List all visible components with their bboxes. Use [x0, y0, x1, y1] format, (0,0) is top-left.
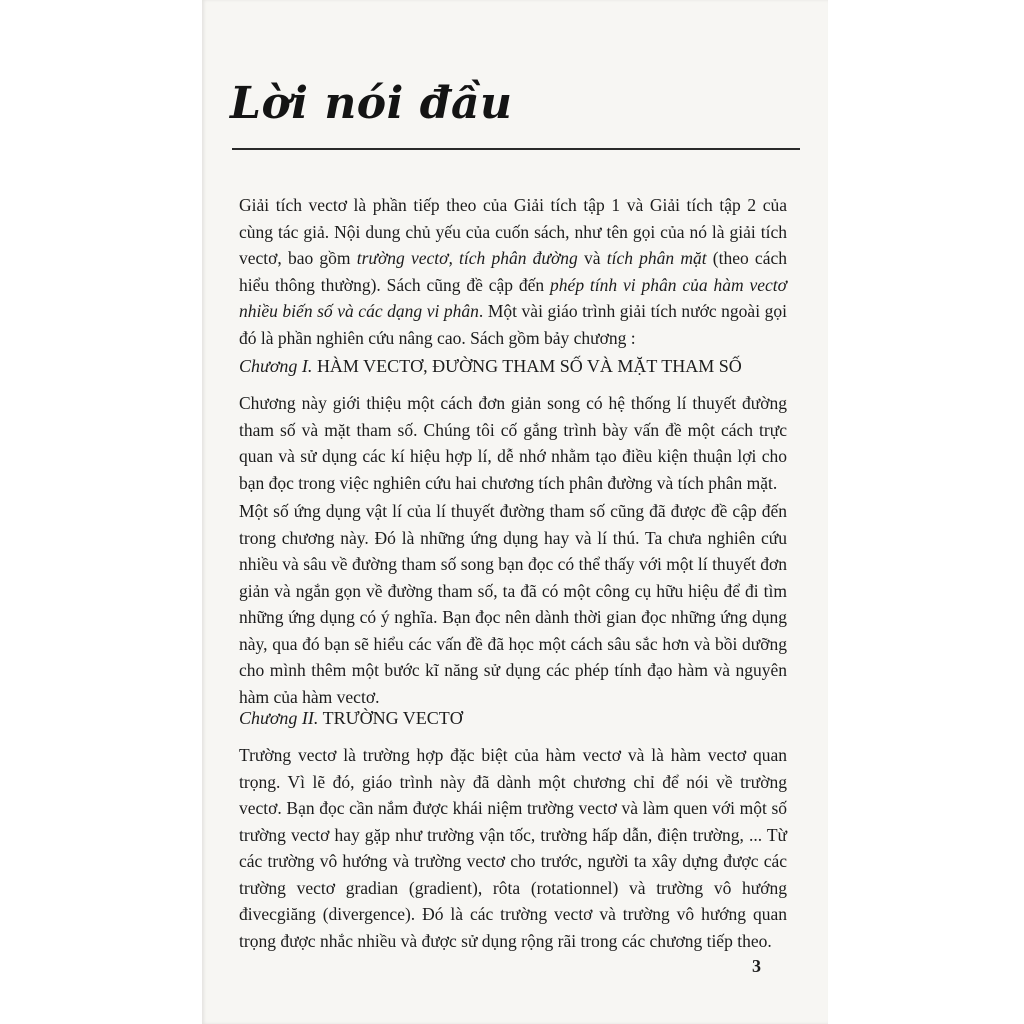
page-number: 3 [752, 956, 761, 976]
chapter-2-lead: Chương II. [239, 708, 319, 728]
chapter-1-paragraph-1: Chương này giới thiệu một cách đơn giản song có hệ thống lí thuyết đường tham số và mặt tham số. Chúng tôi cố gắng trình bày vấn đề một cách trực quan và sử dụng các kí hiệu hợp lí, dễ nhớ nhằm tạo điều kiện thuận lợi cho bạn đọc trong việc nghiên cứu hai chương tích phân đường và tích phân mặt. [239, 393, 787, 493]
chapter-1-title: HÀM VECTƠ, ĐƯỜNG THAM SỐ VÀ MẶT THAM SỐ [316, 356, 742, 376]
chapter-2-title: TRƯỜNG VECTƠ [322, 708, 463, 728]
chapter-2-paragraph-1: Trường vectơ là trường hợp đặc biệt của hàm vectơ và là hàm vectơ quan trọng. Vì lẽ đó, giáo trình này đã dành một chương chỉ để nói về trường vectơ. Bạn đọc cần nắm được khái niệm trường vectơ và làm quen với một số trường vectơ hay gặp như trường vận tốc, trường hấp dẫn, điện trường, ... Từ các trường vô hướng và trường vectơ cho trước, người ta xây dựng được các trường vectơ gradian (gradient), rôta (rotationnel) và trường vô hướng đivecgiăng (divergence). Đó là các trường vectơ và trường vô hướng quan trọng được nhắc nhiều và được sử dụng rộng rãi trong các chương tiếp theo. [239, 745, 787, 951]
intro-text-4: . Một vài giáo trình giải tích nước ngoài gọi đó là phần nghiên cứu nâng cao. Sách gồm bảy chương : [239, 301, 787, 348]
intro-italic-3: phép tính vi phân của hàm vectơ nhiều biến số và các dạng vi phân [239, 274, 787, 321]
chapter-1-paragraph-2: Một số ứng dụng vật lí của lí thuyết đường tham số cũng đã được đề cập đến trong chương này. Đó là những ứng dụng hay và lí thú. Ta chưa nghiên cứu nhiều và sâu về đường tham số song bạn đọc có thể thấy với một lí thuyết đơn giản và ngắn gọn về đường tham số, ta đã có một công cụ hữu hiệu để đi tìm những ứng dụng có ý nghĩa. Bạn đọc nên dành thời gian đọc những ứng dụng này, qua đó bạn sẽ hiểu các vấn đề đã học một cách sâu sắc hơn và bồi dưỡng cho mình thêm một bước kĩ năng sử dụng các phép tính đạo hàm và nguyên hàm của hàm vectơ. [239, 501, 787, 707]
intro-italic-1: trường vectơ, tích phân đường [356, 248, 578, 268]
intro-text-3: (theo cách hiểu thông thường). Sách cũng đề cập đến [239, 248, 787, 295]
intro-text-2: và [577, 248, 607, 268]
intro-paragraph [239, 192, 787, 351]
intro-italic-2: tích phân mặt [606, 248, 707, 268]
intro-text-1: Giải tích vectơ là phần tiếp theo của Giải tích tập 1 và Giải tích tập 2 của cùng tác giả. Nội dung chủ yếu của cuốn sách, như tên gọi của nó là giải tích vectơ, bao gồm [239, 195, 787, 268]
chapter-1-heading [239, 356, 799, 377]
chapter-2-heading [239, 708, 799, 729]
chapter-1-lead: Chương I. [239, 356, 313, 376]
heading-rule [232, 148, 800, 150]
page-heading: Lời nói đầu [230, 78, 513, 129]
